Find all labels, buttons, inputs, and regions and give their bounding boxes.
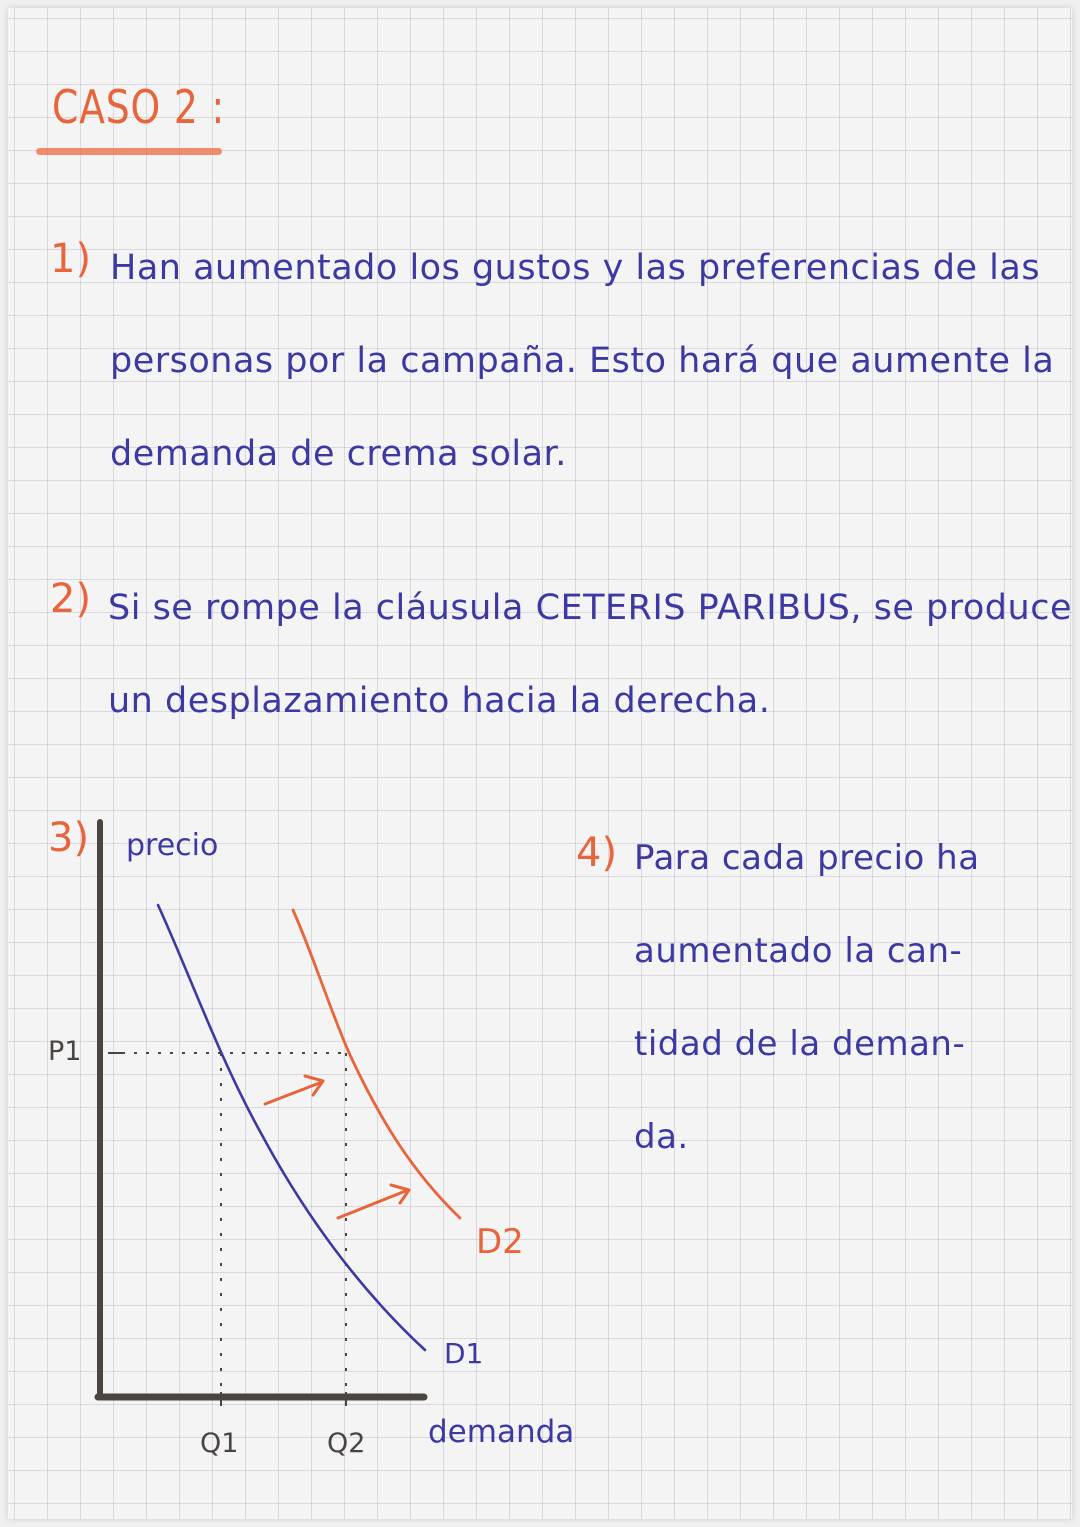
item-2-line-1: Si se rompe la cláusula CETERIS PARIBUS, se produce (108, 588, 1072, 628)
price-p1-label: P1 (48, 1036, 82, 1067)
series-d2-line (293, 910, 460, 1218)
item-4-line-4: da. (634, 1117, 689, 1157)
item-4-number: 4) (576, 830, 618, 876)
item-4-line-1: Para cada precio ha (634, 838, 980, 878)
item-1-line-2: personas por la campaña. Esto hará que aumente la (110, 341, 1055, 381)
item-2-number: 2) (50, 576, 92, 622)
item-4-text (634, 812, 980, 1184)
quantity-q2-label: Q2 (327, 1428, 366, 1459)
page-title: CASO 2 : (52, 80, 226, 134)
y-axis-label: precio (126, 828, 219, 863)
item-1-line-3: demanda de crema solar. (110, 434, 567, 474)
shift-arrow-top (265, 1076, 323, 1104)
item-3-number: 3) (48, 815, 90, 861)
item-1-number: 1) (50, 236, 92, 282)
shift-arrow-bottom (338, 1185, 409, 1218)
x-axis-label: demanda (428, 1414, 575, 1450)
item-2-line-2: un desplazamiento hacia la derecha. (108, 681, 771, 721)
quantity-q1-label: Q1 (200, 1428, 239, 1459)
item-4-line-3: tidad de la deman- (634, 1024, 966, 1064)
series-d1-line (158, 905, 425, 1350)
series-d1-label: D1 (444, 1337, 484, 1370)
item-4-line-2: aumentado la can- (634, 931, 963, 971)
item-1-line-1: Han aumentado los gustos y las preferencias de las (110, 248, 1041, 288)
series-d2-label: D2 (476, 1222, 524, 1262)
